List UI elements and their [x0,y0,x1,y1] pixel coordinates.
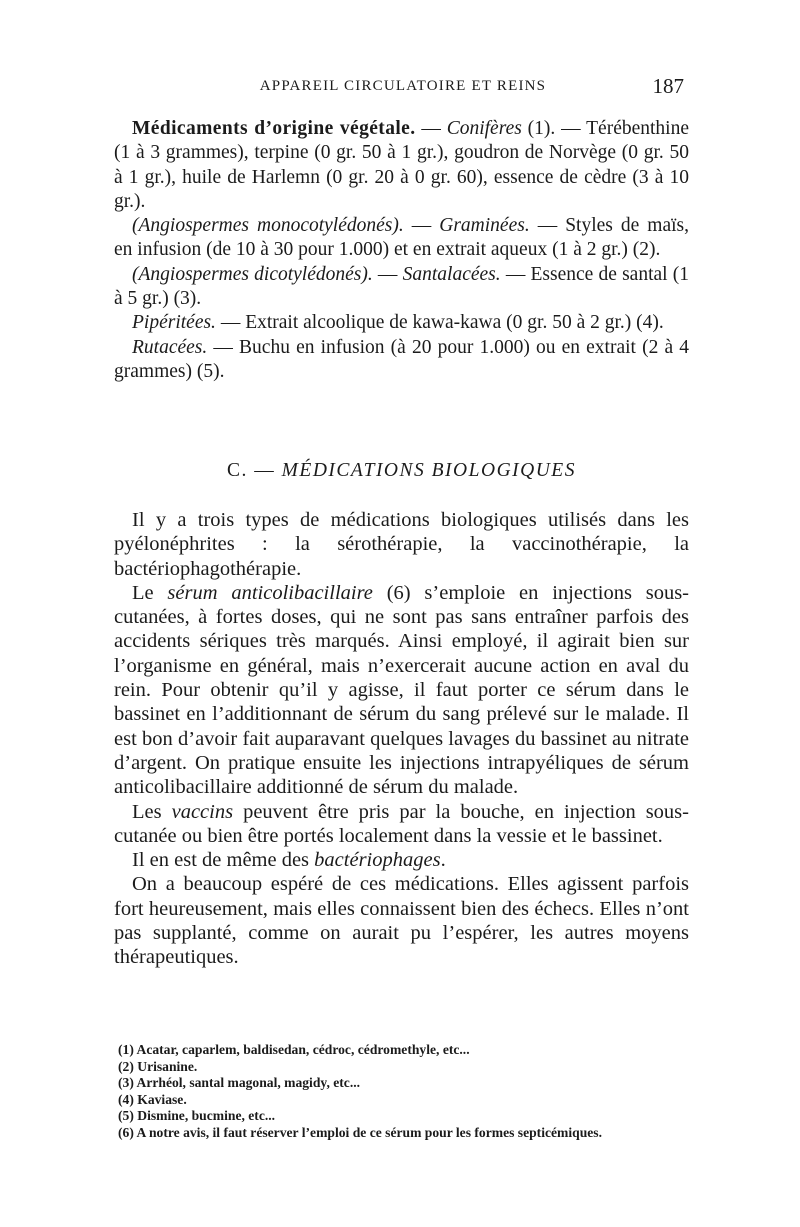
text-run: Le [132,581,168,604]
text-run: peuvent être pris par la bouche, en injection sous-cutanée ou bien être portés localement dans la vessie et le bassinet. [114,800,689,847]
text-run: — Essence de santal (1 à 5 gr.) (3). [114,263,690,310]
text-run: — Styles de maïs, en infusion (de 10 à 30 pour 1.000) et en extrait aqueux (1 à 2 gr.) (2). [114,215,689,261]
paragraph-coniferes [114,117,689,214]
family-coniferes: Conifères [446,118,522,139]
paragraph-vaccins [114,800,689,849]
footnote-6: (6) A notre avis, il faut réserver l’emploi de ce sérum pour les formes septicémiques. [118,1124,602,1140]
family-piperitees: Pipéritées. [132,312,216,334]
group-monocotyledones: (Angiospermes monocotylédonés). [132,215,404,237]
paragraph-rutacees [114,336,689,385]
family-graminees: Graminées. [439,215,530,237]
page-header [118,74,688,104]
text-run: (1). — Térébenthine (1 à 3 grammes), terpine (0 gr. 50 à 1 gr.), goudron de Norvège (0 gr. 50 à 1 gr.), huile de Harlemn (0 gr. 20 à 0 gr. 60), essence de cèdre (3 à 10 gr.). [114,118,690,212]
running-title: APPAREIL CIRCULATOIRE ET REINS [259,78,547,94]
group-dicotyledones: (Angiospermes dicotylédonés). [132,263,373,285]
paragraph-serum [114,581,689,800]
vegetal-medications-section [114,117,689,384]
biological-medications-text [114,508,689,970]
text-run: Il en est de même des [132,849,315,872]
text-run: — [403,215,440,237]
term-serum: sérum anticolibacillaire [167,581,373,604]
subsection-heading: Médicaments d’origine végétale. [132,118,416,139]
paragraph-conclusion: On a beaucoup espéré de ces médications. Elles agissent parfois fort heureusement, mais elles connaissent bien des échecs. Elles n’ont pas supplanté, comme on aurait pu l’espérer, les autres moyens thérapeutiques. [114,873,689,969]
section-prefix: C. — [227,460,282,481]
text-run: (6) s’emploie en injections sous-cutanées, à fortes doses, qui ne sont pas sans entraîner parfois des accidents sériques très marqués. Ainsi employé, il agirait bien sur l’organisme en général, mais n’exercerait aucune action en aval du rein. Pour obtenir qu’il y agisse, il faut porter ce sérum dans le bassinet en l’additionnant de sérum du sang prélevé sur le malade. Il est bon d’avoir fait auparavant quelques lavages du bassinet au nitrate d’argent. On pratique ensuite les injections intrapyéliques de sérum anticolibacillaire additionné de sérum du malade. [114,581,689,799]
text-run: — Buchu en infusion (à 20 pour 1.000) ou en extrait (2 à 4 grammes) (5). [114,336,689,382]
text-run: . [440,849,446,872]
paragraph-santalacees [114,263,689,312]
term-vaccins: vaccins [171,800,234,823]
text-run: — [415,118,447,139]
text-run: — [372,263,403,285]
family-santalacees: Santalacées. [402,263,501,285]
footnote-5: (5) Dismine, bucmine, etc... [118,1108,276,1124]
paragraph-graminees [114,214,689,263]
section-title [114,460,689,482]
footnote-2: (2) Urisanine. [118,1058,198,1074]
paragraph-piperitees [114,311,689,335]
text-run: — Extrait alcoolique de kawa-kawa (0 gr. 50 à 2 gr.) (4). [215,312,664,334]
family-rutacees: Rutacées. [132,336,208,358]
footnotes [118,1042,688,1142]
term-bacteriophages: bactériophages [314,849,441,872]
section-heading: MÉDICATIONS BIOLOGIQUES [281,460,576,481]
paragraph-types: Il y a trois types de médications biologiques utilisés dans les pyélonéphrites : la sérothérapie, la vaccinothérapie, la bactériophagothérapie. [114,509,689,580]
footnote-1: (1) Acatar, caparlem, baldisedan, cédroc, cédromethyle, etc... [118,1042,470,1057]
footnote-4: (4) Kaviase. [118,1091,187,1107]
paragraph-bacteriophages [114,848,689,872]
text-run: Les [132,800,172,823]
page-number: 187 [652,74,684,98]
footnote-3: (3) Arrhéol, santal magonal, magidy, etc... [118,1075,361,1091]
